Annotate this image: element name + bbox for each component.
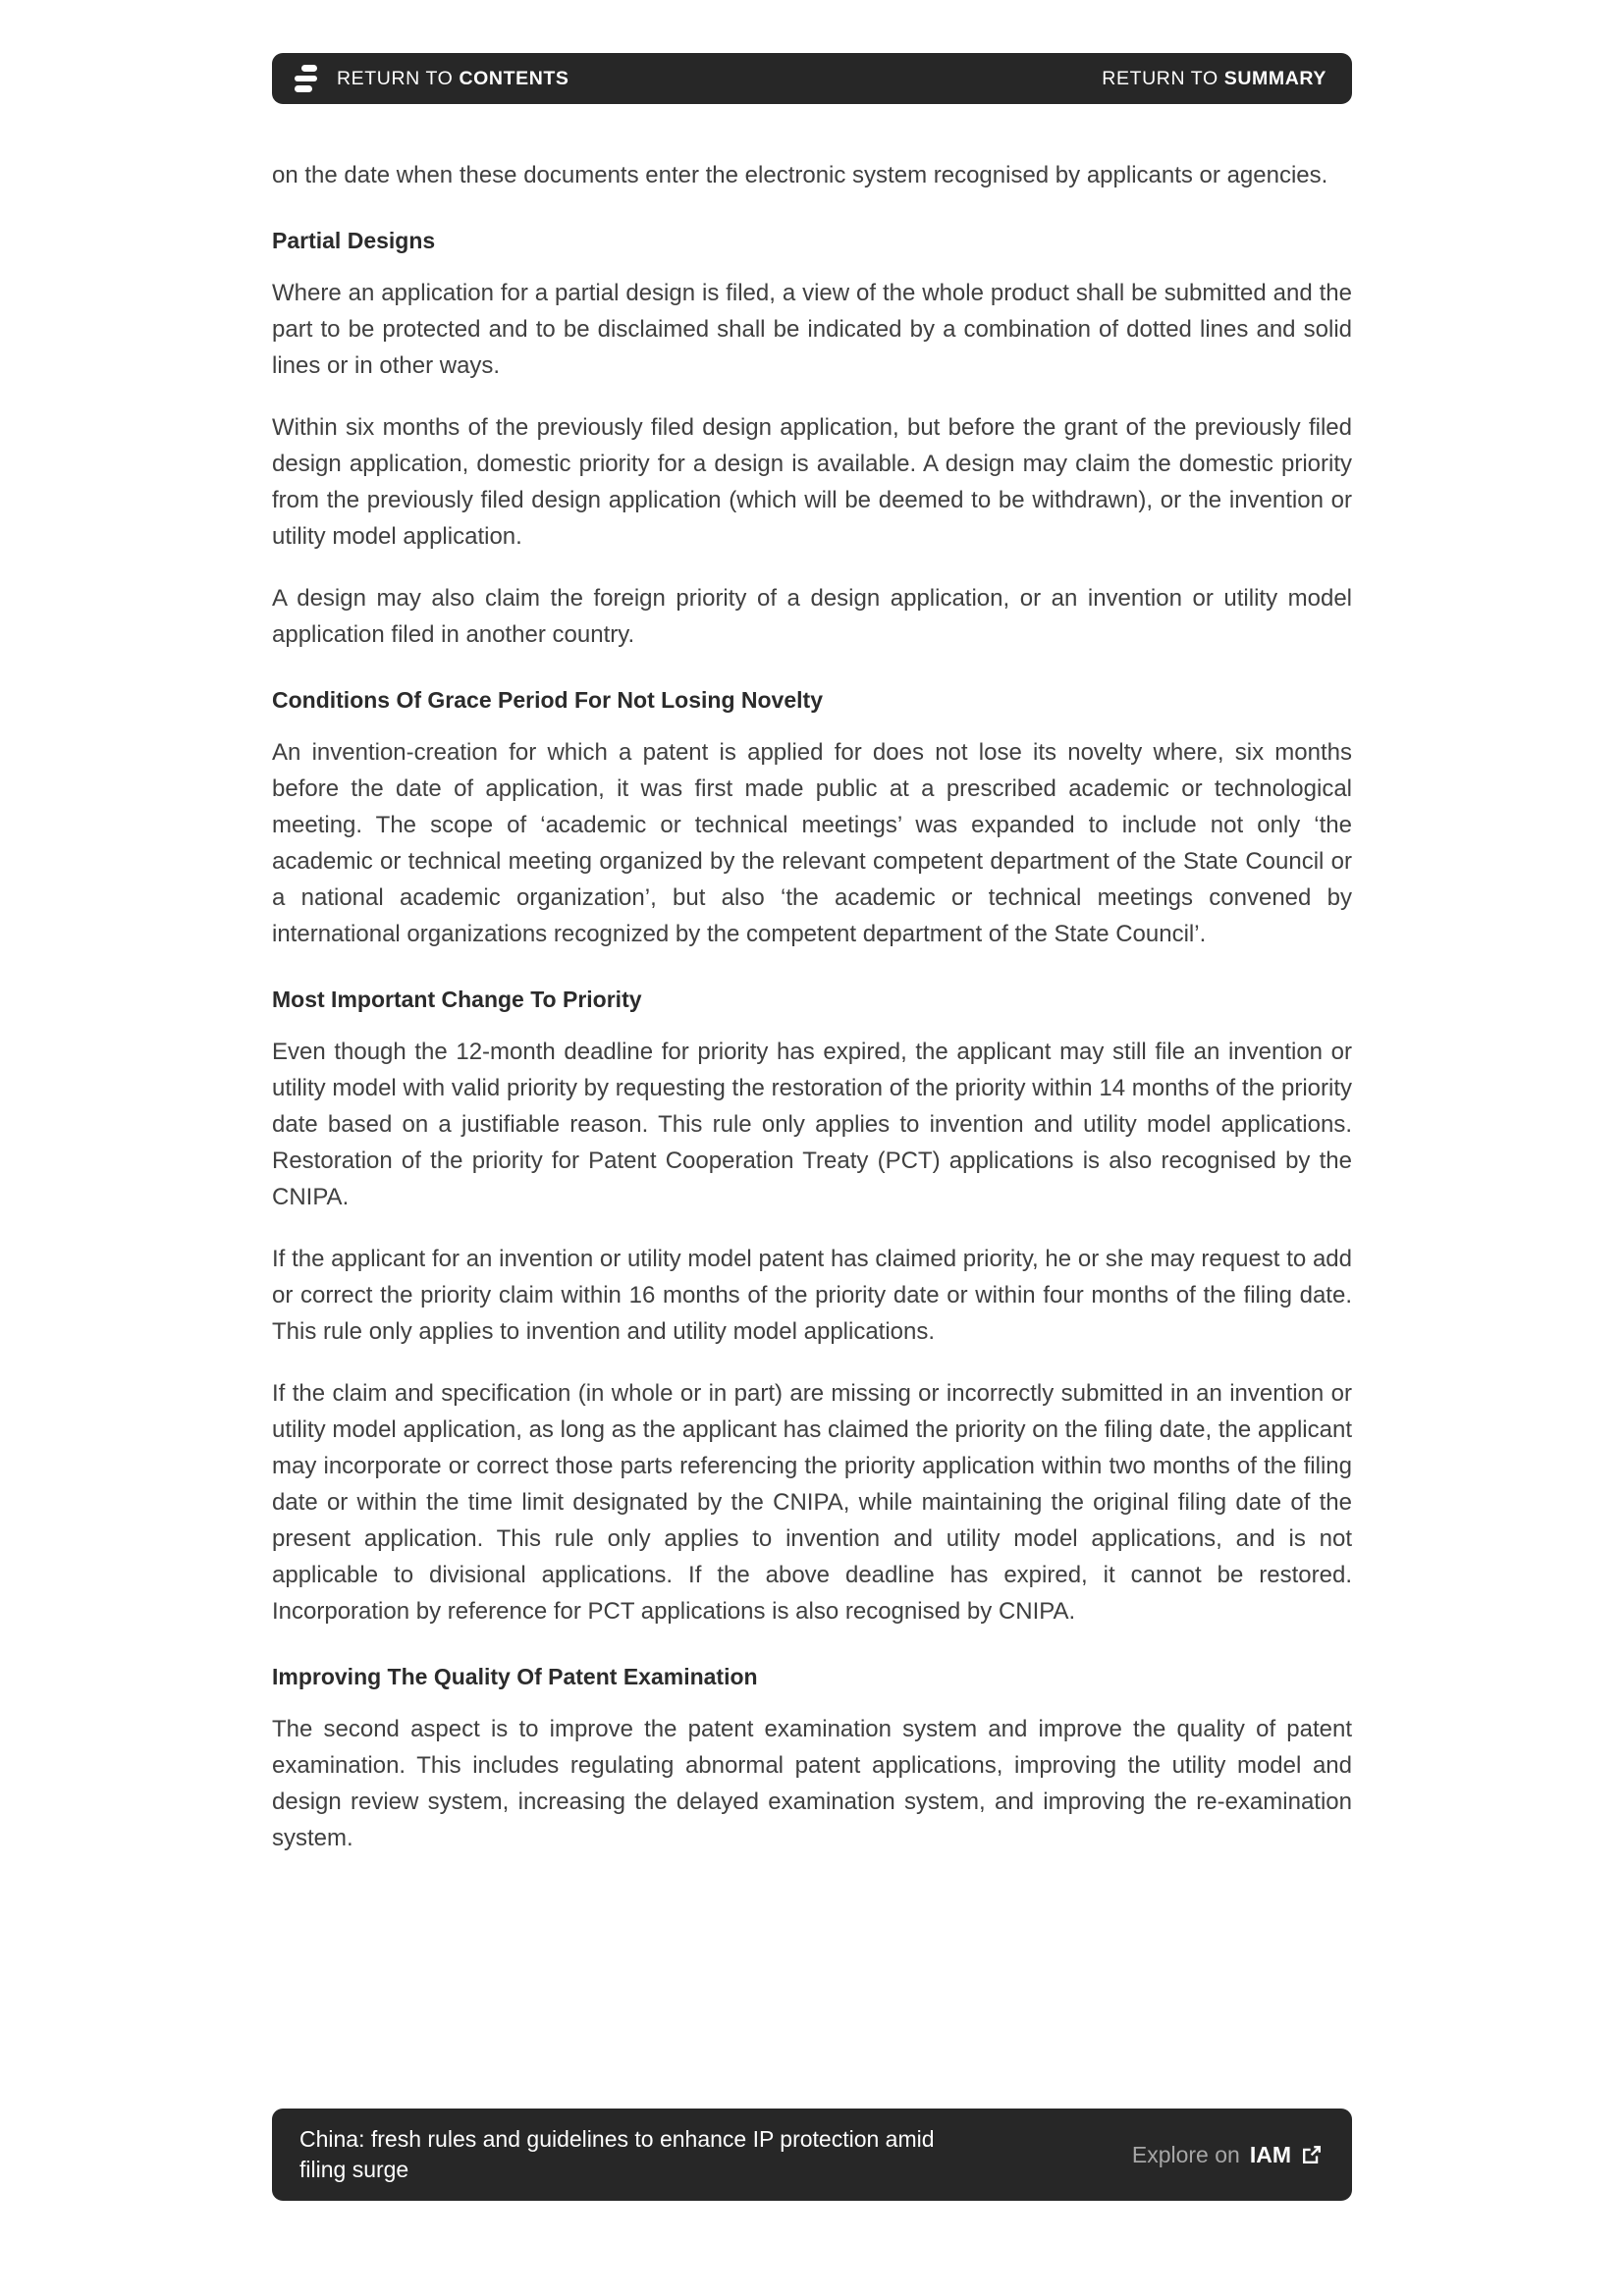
body-paragraph: Even though the 12-month deadline for priority has expired, the applicant may still file an invention or utility model with valid priority by requesting the restoration of the priority within 14 months of the priority date based on a justifiable reason. This rule only applies to invention and utility model applications. Restoration of the priority for Patent Cooperation Treaty (PCT) applications is also recognised by the CNIPA. — [272, 1039, 1352, 1210]
explore-prefix: Explore on — [1131, 2141, 1240, 2167]
body-paragraph: Within six months of the previously filed design application, but before the grant of the previously filed design application, domestic priority for a design is available. A design may claim the domestic priority from the previously filed design application (which will be deemed to be withdrawn), or the invention or utility model application. — [272, 414, 1352, 550]
body-paragraph: A design may also claim the foreign priority of a design application, or an invention or utility model application filed in another country. — [272, 585, 1352, 648]
top-nav-bar — [272, 53, 1352, 104]
iam-brand-label: IAM — [1249, 2141, 1291, 2167]
section-heading-priority-change: Most Important Change To Priority — [272, 987, 642, 1012]
article-body — [272, 157, 1352, 1882]
body-paragraph: If the claim and specification (in whole or in part) are missing or incorrectly submitted in an invention or utility model application, as long as the applicant has claimed the priority on the filing date, the applicant may incorporate or correct those parts referencing the priority application within two months of the filing date or within the time limit designated by the CNIPA, while maintaining the original filing date of the present application. This rule only applies to invention and utility model applications, and is not applicable to divisional applications. If the above deadline has expired, it cannot be restored. Incorporation by reference for PCT applications is also recognised by CNIPA. — [272, 1380, 1352, 1625]
return-to-summary-link[interactable] — [1102, 68, 1326, 90]
body-paragraph: An invention-creation for which a patent is applied for does not lose its novelty where, six months before the date of application, it was first made public at a prescribed academic or technological meeting. The scope of ‘academic or technical meetings’ was expanded to include not only ‘the academic or technical meeting organized by the relevant competent department of the State Council or a national academic organization’, but also ‘the academic or technical meetings convened by international organizations recognized by the competent department of the State Council’. — [272, 739, 1352, 947]
body-paragraph: The second aspect is to improve the patent examination system and improve the quality of patent examination. This includes regulating abnormal patent applications, improving the utility model and design review system, increasing the delayed examination system, and improving the re-examination system. — [272, 1716, 1352, 1851]
body-paragraph: Where an application for a partial design is filed, a view of the whole product shall be submitted and the part to be protected and to be disclaimed shall be indicated by a combination of dotted lines and solid lines or in other ways. — [272, 280, 1352, 379]
footer-article-title: China: fresh rules and guidelines to enhance IP protection amid filing surge — [299, 2126, 935, 2182]
body-paragraph: If the applicant for an invention or utility model patent has claimed priority, he or she may request to add or correct the priority claim within 16 months of the priority date or within four months of the filing date. This rule only applies to invention and utility model applications. — [272, 1246, 1352, 1345]
bottom-bar — [272, 2109, 1352, 2201]
return-to-contents-link[interactable] — [290, 62, 569, 95]
body-paragraph: on the date when these documents enter the electronic system recognised by applicants or agencies. — [272, 162, 1328, 188]
return-to-contents-label: RETURN TO CONTENTS — [337, 67, 569, 89]
explore-on-iam-link[interactable] — [1132, 2142, 1323, 2168]
section-heading-patent-examination: Improving The Quality Of Patent Examination — [272, 1664, 758, 1689]
return-to-summary-label: RETURN TO SUMMARY — [1102, 67, 1326, 89]
contents-list-bars-icon — [290, 62, 323, 95]
section-heading-grace-period: Conditions Of Grace Period For Not Losing Novelty — [272, 687, 823, 713]
section-heading-partial-designs: Partial Designs — [272, 228, 436, 253]
external-link-icon — [1301, 2144, 1323, 2165]
